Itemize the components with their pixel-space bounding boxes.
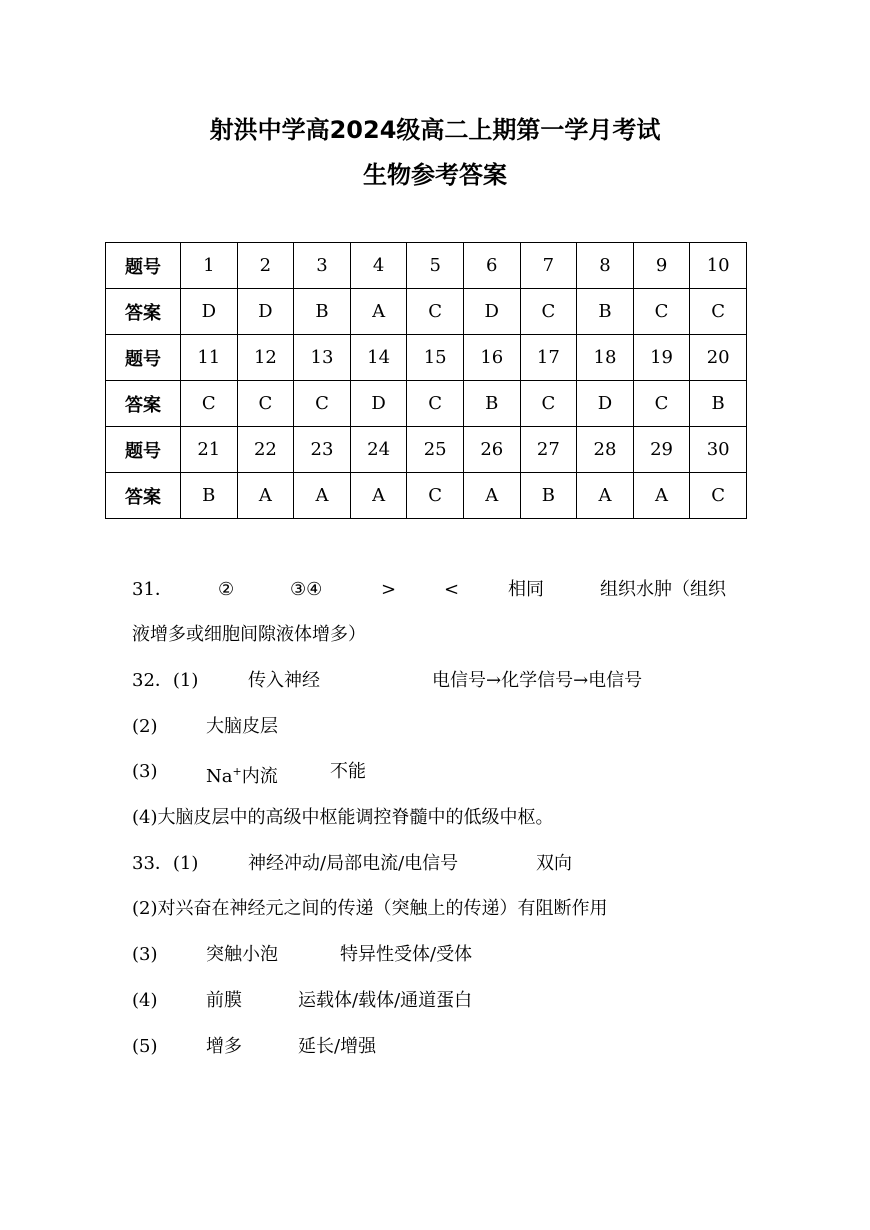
q32-part1-answer-2: 电信号→化学信号→电信号 <box>432 670 643 691</box>
table-row <box>106 335 747 381</box>
q33-part3-label: (3) <box>132 944 158 965</box>
q32-part1-label: 32．(1) <box>132 670 199 691</box>
q33-part5-answer-2: 延长/增强 <box>298 1036 377 1057</box>
row-header: 题号 <box>106 427 181 473</box>
table-row <box>106 381 747 427</box>
table-cell: 19 <box>633 335 690 381</box>
table-cell: 20 <box>690 335 747 381</box>
table-cell: 14 <box>350 335 407 381</box>
table-cell: 1 <box>181 243 238 289</box>
table-cell: 2 <box>237 243 294 289</box>
row-header: 答案 <box>106 289 181 335</box>
table-row <box>106 243 747 289</box>
table-cell: 6 <box>463 243 520 289</box>
table-cell: 26 <box>463 427 520 473</box>
table-cell: 15 <box>407 335 464 381</box>
table-cell: 11 <box>181 335 238 381</box>
table-cell: A <box>237 473 294 519</box>
table-cell: 3 <box>294 243 351 289</box>
q31-answer-4: < <box>444 579 460 600</box>
table-cell: 12 <box>237 335 294 381</box>
table-cell: C <box>690 473 747 519</box>
table-cell: B <box>463 381 520 427</box>
table-cell: D <box>350 381 407 427</box>
q33-part3-answer-2: 特异性受体/受体 <box>340 944 473 965</box>
q33-part5-answer-1: 增多 <box>206 1036 242 1057</box>
table-cell: A <box>350 289 407 335</box>
q32-part3-answer-2: 不能 <box>330 761 366 782</box>
q32-part4: (4)大脑皮层中的高级中枢能调控脊髓中的低级中枢。 <box>132 807 554 828</box>
exam-title: 射洪中学高2024级高二上期第一学月考试 <box>209 116 661 144</box>
table-row <box>106 427 747 473</box>
row-header: 题号 <box>106 335 181 381</box>
table-cell: A <box>350 473 407 519</box>
table-cell: 4 <box>350 243 407 289</box>
table-cell: D <box>181 289 238 335</box>
q33-part4-answer-2: 运载体/载体/通道蛋白 <box>298 990 473 1011</box>
sodium-symbol: Na <box>206 766 233 787</box>
q31-answer-6: 组织水肿（组织 <box>600 579 726 600</box>
q33-part5-label: (5) <box>132 1036 158 1057</box>
table-cell: 18 <box>577 335 634 381</box>
row-header: 答案 <box>106 473 181 519</box>
q32-part3-label: (3) <box>132 761 158 782</box>
table-cell: 23 <box>294 427 351 473</box>
q33-part1-label: 33．(1) <box>132 853 199 874</box>
table-cell: 30 <box>690 427 747 473</box>
table-cell: C <box>407 289 464 335</box>
q31-answer-2: ③④ <box>290 579 323 600</box>
table-cell: C <box>520 289 577 335</box>
table-cell: C <box>633 289 690 335</box>
table-cell: 22 <box>237 427 294 473</box>
table-cell: 25 <box>407 427 464 473</box>
table-cell: C <box>181 381 238 427</box>
q31-answer-3: > <box>381 579 397 600</box>
table-cell: A <box>577 473 634 519</box>
table-cell: B <box>181 473 238 519</box>
table-cell: A <box>294 473 351 519</box>
table-cell: 10 <box>690 243 747 289</box>
table-cell: C <box>294 381 351 427</box>
table-cell: C <box>690 289 747 335</box>
table-cell: C <box>407 473 464 519</box>
table-cell: B <box>690 381 747 427</box>
answer-table <box>105 242 747 519</box>
answer-key-subtitle: 生物参考答案 <box>363 161 507 189</box>
row-header: 答案 <box>106 381 181 427</box>
q32-part2-label: (2) <box>132 716 158 737</box>
q31-answer-1: ② <box>218 579 235 600</box>
table-cell: A <box>633 473 690 519</box>
table-row <box>106 289 747 335</box>
q33-part4-answer-1: 前膜 <box>206 990 242 1011</box>
q33-part4-label: (4) <box>132 990 158 1011</box>
q32-part1-answer-1: 传入神经 <box>248 670 320 691</box>
table-cell: 27 <box>520 427 577 473</box>
row-header: 题号 <box>106 243 181 289</box>
table-cell: B <box>294 289 351 335</box>
influx-text: 内流 <box>241 766 278 787</box>
q33-part2: (2)对兴奋在神经元之间的传递（突触上的传递）有阻断作用 <box>132 898 608 919</box>
table-cell: B <box>577 289 634 335</box>
table-cell: A <box>463 473 520 519</box>
table-cell: 9 <box>633 243 690 289</box>
sodium-charge: + <box>232 765 242 778</box>
q32-part2-answer-1: 大脑皮层 <box>206 716 278 737</box>
table-cell: 5 <box>407 243 464 289</box>
table-cell: 7 <box>520 243 577 289</box>
table-cell: 29 <box>633 427 690 473</box>
table-row <box>106 473 747 519</box>
q31-continuation: 液增多或细胞间隙液体增多） <box>132 624 366 645</box>
table-cell: 24 <box>350 427 407 473</box>
table-cell: 28 <box>577 427 634 473</box>
q32-part3-answer-1 <box>206 759 278 790</box>
table-cell: C <box>633 381 690 427</box>
q31-answer-5: 相同 <box>508 579 544 600</box>
table-cell: 17 <box>520 335 577 381</box>
table-cell: C <box>237 381 294 427</box>
table-cell: B <box>520 473 577 519</box>
table-cell: 13 <box>294 335 351 381</box>
table-cell: D <box>577 381 634 427</box>
q33-part3-answer-1: 突触小泡 <box>206 944 278 965</box>
q33-part1-answer-2: 双向 <box>536 853 572 874</box>
q31-number: 31． <box>132 579 173 600</box>
table-cell: 21 <box>181 427 238 473</box>
table-cell: 16 <box>463 335 520 381</box>
table-cell: C <box>520 381 577 427</box>
table-cell: D <box>237 289 294 335</box>
q33-part1-answer-1: 神经冲动/局部电流/电信号 <box>248 853 459 874</box>
table-cell: C <box>407 381 464 427</box>
table-cell: D <box>463 289 520 335</box>
table-cell: 8 <box>577 243 634 289</box>
